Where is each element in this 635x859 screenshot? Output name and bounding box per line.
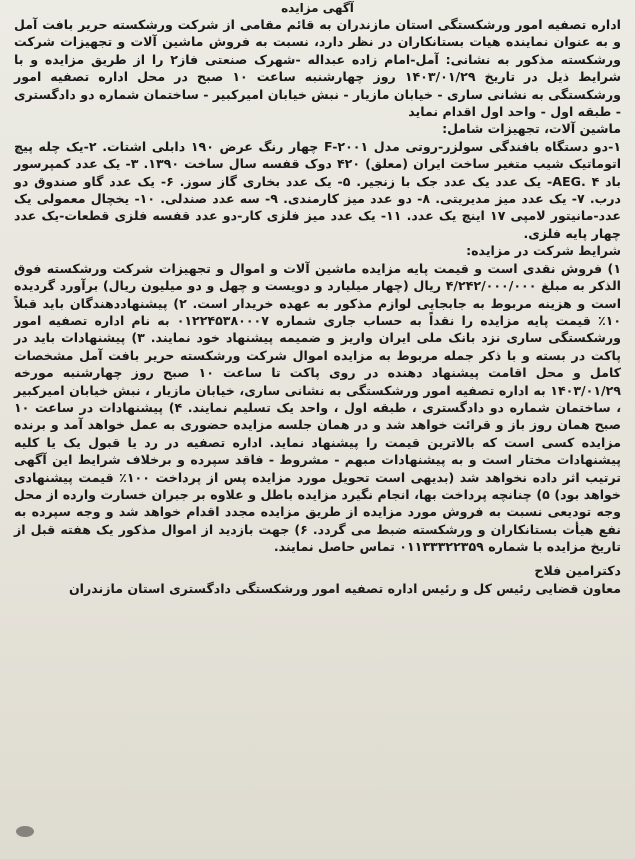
equipment-list: ۱-دو دستگاه بافندگی سولزر-روتی مدل F-۲۰۰۱ چهار رنگ عرض ۱۹۰ دابلی اشتات. ۲-یک چله پیچ اتوماتیک شیب متغیر ساخت ایران (معلق) ۴۲۰ دوک قفسه سال ساخت ۱۳۹۰. ۳- یک عدد کمپرسور باد AEG. ۴- یک عدد یک عدد جک با زنجیر. ۵- یک عدد بخاری گاز سوز. ۶- یک عدد گاو صندوق دو درب. ۷- یک عدد میز مدیریتی. ۸- دو عدد میز کارمندی. ۹- سه عدد صندلی. ۱۰- یخچال معمولی یک عدد-مانیتور لامپی ۱۷ اینچ یک عدد. ۱۱- یک عدد میز فلزی کار-دو عدد قفسه فلزی قطعات-یک عدد چهار پایه فلزی. (14, 138, 622, 241)
signer-name: دکترامین فلاح (534, 562, 621, 578)
signer-title: معاون قضایی رئیس کل و رئیس اداره تصفیه امور ورشکستگی دادگستری استان مازندران (68, 580, 621, 596)
intro-paragraph: اداره تصفیه امور ورشکستگی استان مازندران به قائم مقامی از شرکت ورشکسته حریر بافت آمل و به عنوان نماینده هیات بستانکاران در نظر دارد، نسبت به فروش ماشین آلات و تجهیزات شرکت ورشکسته مذکور به نشانی: آمل-امام زاده عبداله -شهرک صنعتی فاز۲ را از طریق مزایده و با شرایط ذیل در تاریخ ۱۴۰۳/۰۱/۲۹ روز چهارشنبه ساعت ۱۰ صبح در محل اداره تصفیه امور ورشکستگی به نشانی ساری - خیابان مازیار - نبش خیابان امیرکبیر - ساختمان شماره دو دادگستری - طبقه اول - واحد اول اقدام نماید (14, 17, 621, 120)
terms-paragraph: ۱) فروش نقدی است و قیمت پایه مزایده ماشین آلات و اموال و تجهیزات شرکت ورشکسته فوق الذکر به مبلغ ۴/۲۴۲/۰۰۰/۰۰۰ ریال (چهار میلیارد و دویست و چهل و دو میلیون ریال) برآورد گردیده است و هزینه مربوط به جابجایی لوازم مذکور به عهده خریدار است. ۲) پیشنهاددهندگان باید قبلاً ۱۰٪ قیمت پایه مزایده را نقداً به حساب جاری شماره ۰۱۲۲۴۵۳۸۰۰۰۷ به نام اداره تصفیه امور ورشکستگی ساری نزد بانک ملی ایران واریز و ضمیمه پیشنهاد خود نمایند. ۳) پیشنهادات باید در پاکت در بسته و با ذکر جمله مربوط به مزایده اموال شرکت ورشکسته حریر بافت آمل مشخصات کامل و محل اقامت پیشنهاد دهنده در روی پاکت تا ساعت ۱۰ صبح روز چهارشنبه مورخه ۱۴۰۳/۰۱/۲۹ به اداره تصفیه امور ورشکستگی به نشانی ساری، خیابان مازیار ، نبش خیابان امیرکبیر ، ساختمان شماره دو دادگستری ، طبقه اول ، واحد یک تسلیم نمایند. ۴) پیشنهادات در ساعت ۱۰ صبح همان روز باز و قرائت خواهد شد و در همان جلسه مزایده حضوری به عمل خواهد آمد و برنده مزایده کسی است که بالاترین قیمت را پیشنهاد نماید. اداره تصفیه در رد یا قبول یک یا کلیه پیشنهادات مختار است و به پیشنهادات مبهم - مشروط - فاقد سپرده و برخلاف شرایط این آگهی ترتیب اثر داده نخواهد شد (بدیهی است تحویل مورد مزایده پس از پرداخت ۱۰۰٪ قیمت پیشنهادی خواهد بود) ۵) چنانچه پرداخت بها، انجام نگیرد مزایده باطل و علاوه بر جبران خسارت وارده از محل وجه تودیعی نسبت به فروش مورد مزایده از طریق مزایده مجدد اقدام خواهد شد و وجه سپرده به نفع هیأت بستانکاران و ورشکسته ضبط می گردد. ۶) جهت بازدید از اموال مذکور یک هفته قبل از تاریخ مزایده با شماره ۰۱۱۳۳۳۲۲۳۵۹ تماس حاصل نمایند. (14, 260, 622, 555)
ink-blot (16, 826, 34, 837)
notice-title: آگهی مزایده (281, 1, 354, 15)
equipment-heading: ماشین آلات، تجهیزات شامل: (442, 121, 621, 137)
terms-heading: شرایط شرکت در مزایده: (466, 243, 621, 259)
